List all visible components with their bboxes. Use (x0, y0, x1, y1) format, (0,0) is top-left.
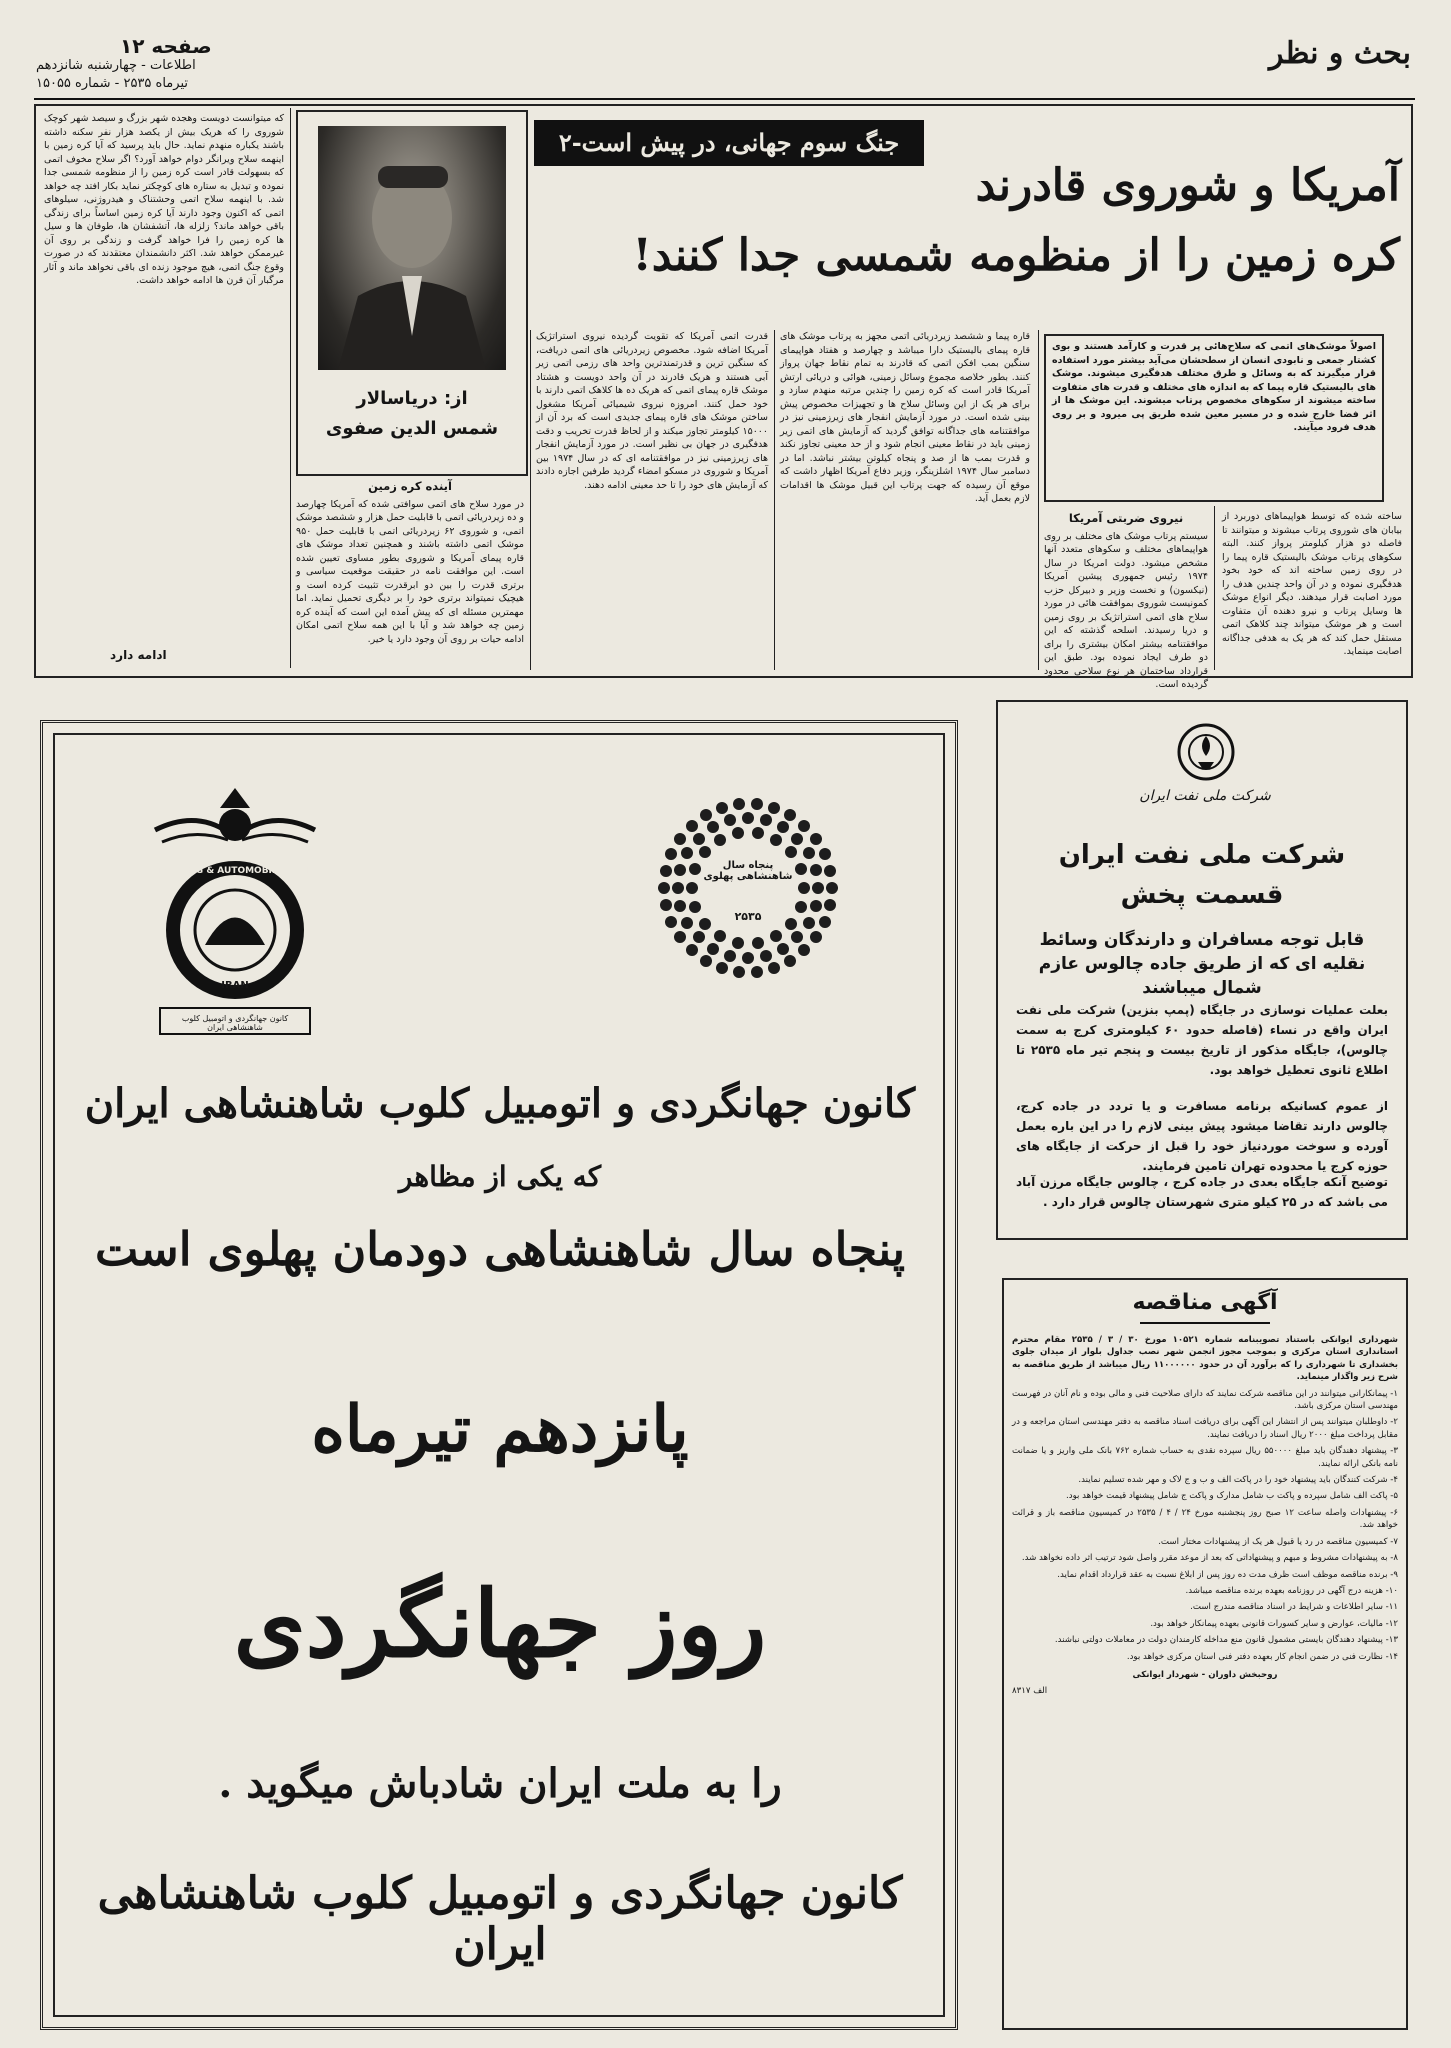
author-box (296, 110, 528, 476)
medallion-year: ۲۵۳۵ (734, 910, 762, 923)
medallion-dot (777, 821, 789, 833)
author-photo (318, 126, 506, 370)
medallion-dot (742, 952, 754, 964)
continued-note: ادامه دارد (110, 648, 167, 662)
medallion-dot (742, 812, 754, 824)
tender-item: ۷- کمیسیون مناقصه در رد یا قبول هر یک از پیشنهادات مختار است. (1158, 1536, 1398, 1547)
medallion-dot (810, 931, 822, 943)
medallion-dot (810, 900, 822, 912)
medallion-dot (686, 882, 698, 894)
medallion-dot (693, 833, 705, 845)
medallion-dot (798, 820, 810, 832)
nioc-subtitle: قابل توجه مسافران و دارندگان وسائط نقلیه ای که از طریق جاده چالوس عازم شمال میباشند (1038, 930, 1366, 998)
column-3-heading: آینده کره زمین (368, 479, 452, 493)
tender-item: ۱۰- هزینه درج آگهی در روزنامه بعهده برنده مناقصه میباشد. (1185, 1585, 1398, 1596)
medallion-dot (716, 802, 728, 814)
medallion-dot (751, 798, 763, 810)
touring-line5: روز جهانگردی (233, 1570, 767, 1678)
column-4-heading: نیروی ضربتی آمریکا (1068, 511, 1184, 525)
medallion-dot (686, 944, 698, 956)
tender-item: ۴- شرکت کنندگان باید پیشنهاد خود را در پاکت الف و ب و ج لاک و مهر شده تسلیم نمایند. (1078, 1475, 1398, 1486)
medallion-dot (803, 847, 815, 859)
touring-line2: که یکی از مظاهر (398, 1160, 602, 1193)
medallion-dot (798, 944, 810, 956)
medallion-dot (751, 966, 763, 978)
touring-line3: پنجاه سال شاهنشاهی دودمان پهلوی است (94, 1222, 905, 1276)
medallion-dot (824, 899, 836, 911)
article-column-4 (1044, 510, 1208, 690)
medallion-dot (810, 833, 822, 845)
medallion-text: پنجاه سال شاهنشاهی پهلوی (703, 860, 793, 882)
nioc-para3: توضیح آنکه جایگاه بعدی در جاده کرج ، چالوس جایگاه مرزن آباد می باشد که در ۲۵ کیلو متری شهرستان چالوس قرار دارد . (1016, 1175, 1388, 1209)
tender-title: آگهی مناقصه (1132, 1290, 1278, 1315)
nioc-company: شرکت ملی نفت ایران (1058, 840, 1346, 870)
medallion-dot (660, 865, 672, 877)
medallion-dot (819, 848, 831, 860)
medallion-dot (724, 814, 736, 826)
medallion-dot (733, 798, 745, 810)
nioc-para1: بعلت عملیات نوسازی در جایگاه (پمپ بنزین) شرکت ملی نفت ایران واقع در نساء (فاصله حدود ۶۰ کیلومتری کرج به سمت چالوس)، جایگاه مذکور از تاریخ بیست و پنجم تیر ماه ۲۵۳۵ تا اطلاع ثانوی تعطیل خواهد بود. (1016, 1003, 1388, 1077)
medallion-dot (733, 966, 745, 978)
emblem-bottom-text: IRAN (221, 980, 249, 991)
emblem-top-text: TOURING & AUTOMOBILE CLUB (156, 866, 314, 876)
column-3-text: در مورد سلاح های اتمی سوافتی شده که آمریکا چهارصد و ده زیردریائی اتمی با قابلیت حمل هزار و ششصد موشک اتمی، و شوروی ۶۲ زیردریائی اتمی با قابلیت حمل ۹۵۰ موشک اتمی داشته باشند و همچنین تعداد موشک های قاره پیمای آمریکا و شوروی بطور مساوی تعیین شده است. این موافقت نامه در حقیقت موقعیت سیاسی و برتری قدرت را بین دو ابرقدرت تثبیت کرده است و هیچیک نمیتواند برتری خود را بر دیگری تحمیل نماید. اما مهمترین مسئله ای که پیش آمده این است که آینده کره زمین چه خواهد شد و آیا با این همه سلاح اتمی امکان ادامه حیات بر روی آن وجود دارد یا خیر. (296, 498, 524, 645)
tender-intro: شهرداری ایوانکی باستناد تصویبنامه شماره ۱۰۵۲۱ مورخ ۳۰ / ۳ / ۲۵۳۵ مقام محترم استانداری استان مرکزی و بموجب مجوز انجمن شهر نصب جداول بلوار از میدان جلوی بخشداری تا شهرداری را که برآورد آن در حدود ۱۱۰۰۰۰۰۰ ریال میباشد از طریق مناقصه به شرح زیر واگذار مینماید. (1012, 1335, 1399, 1383)
medallion-dot (768, 962, 780, 974)
medallion-dot (732, 937, 744, 949)
medallion-dot (819, 916, 831, 928)
tender-item: ۱۲- مالیات، عوارض و سایر کسورات قانونی بعهده پیمانکار خواهد بود. (1150, 1618, 1398, 1629)
column-rule (530, 330, 531, 670)
medallion-dot (752, 827, 764, 839)
tender-item: ۶- پیشنهادات واصله ساعت ۱۲ صبح روز پنجشنبه مورخ ۲۴ / ۴ / ۲۵۳۵ در کمیسیون مناقصه باز و قرائت خواهد شد. (1012, 1507, 1399, 1531)
medallion-dot (812, 882, 824, 894)
medallion-dot (798, 882, 810, 894)
page-number: صفحه ۱۲ (120, 34, 212, 58)
medallion-dot (700, 955, 712, 967)
column-rule (774, 330, 775, 670)
masthead-line1: اطلاعات - چهارشنبه شانزدهم (36, 58, 196, 73)
medallion-dot (777, 943, 789, 955)
medallion-dot (768, 802, 780, 814)
column-rule (1038, 330, 1039, 670)
column-rule (290, 108, 291, 668)
medallion-dot (707, 821, 719, 833)
jubilee-medallion (658, 798, 838, 978)
touring-emblem (150, 770, 320, 1040)
tender-item: ۱۴- نظارت فنی در ضمن انجام کار بعهده دفتر فنی استان مرکزی خواهد بود. (1126, 1651, 1398, 1662)
medallion-dot (784, 955, 796, 967)
nioc-logo-caption: شرکت ملی نفت ایران (1139, 788, 1271, 804)
medallion-dot (686, 820, 698, 832)
winged-crown-emblem-icon (150, 770, 320, 1040)
column-rule (1214, 506, 1215, 670)
tender-body (1012, 1334, 1398, 2014)
medallion-dot (707, 943, 719, 955)
article-column-5 (1222, 510, 1402, 668)
series-tag: جنگ سوم جهانی، در پیش است-۲ (534, 120, 924, 166)
boxed-intro (1044, 334, 1384, 502)
medallion-dot (714, 834, 726, 846)
medallion-dot (674, 931, 686, 943)
section-title: بحث و نظر (1268, 36, 1411, 71)
article-column-6 (44, 112, 284, 632)
medallion-dot (672, 882, 684, 894)
masthead-line2: تیرماه ۲۵۳۵ - شماره ۱۵۰۵۵ (36, 76, 188, 91)
touring-line4: پانزدهم تیرماه (311, 1392, 689, 1467)
tender-item: ۹- برنده مناقصه موظف است ظرف مدت ده روز پس از ابلاغ نسبت به عقد قرارداد اقدام نماید. (1057, 1569, 1398, 1580)
boxed-intro-text: اصولاً موشک‌های اتمی که سلاح‌هائی پر قدرت و کارآمد هستند و بوی کشتار جمعی و نابودی انسان از سطحشان می‌آید بیشتر مورد استفاده قرار میگیرند که به وسائل و طرق مختلف هدفگیری میشوند. موشک های بالیستیک قاره پیما که به اندازه های مختلف و قدرت های متفاوت ساخته میشوند از سکوهای مخصوص پرتاب میشوند. این موشک ها از اثر فضا خارج شده و در مسیر معین شده طریق پی میرود و بر روی هدف فرود میآیند. (1052, 341, 1376, 433)
tender-signature: روحبخش داوران - شهردار ایوانکی (1132, 1669, 1278, 1680)
medallion-dot (784, 809, 796, 821)
medallion-dot (803, 917, 815, 929)
touring-line1: کانون جهانگردی و اتومبیل کلوب شاهنشاهی ایران (84, 1080, 916, 1127)
medallion-dot (770, 834, 782, 846)
column-2-text: قاره پیما و ششصد زیردریائی اتمی مجهز به پرتاب موشک های قاره پیمای بالیستیک دارا میباشد و چهارصد و هفتاد هواپیمای سنگین بمب افکن اتمی که قادرند به تمام نقاط جهان پرواز کنند. بطور خلاصه مجموع وسائل زمینی، هوائی و دریائی ارتش آمریکا قادر است که کره زمین را چندین مرتبه منهدم سازد و برای هر یک از این وسائل سلاح ها و تجهیزات مخصوص پیش بینی شده است. در مورد آزمایش انفجار های زیرزمینی نیز در موافقتنامه های جداگانه توافق گردید که آزمایش های اتمی زیر زمینی باید در نقاط معینی انجام شود و از حد معینی تجاوز نکند و قدرت بمب ها از صد و پنجاه کیلوتن بیشتر نباشد. اما در دسامبر سال ۱۹۷۴ اشلزینگر، وزیر دفاع آمریکا اظهار داشت که موقع آن رسیده که جهت پرتاب این قبیل موشک ها اقدامات لازم بعمل آید. (780, 331, 1030, 504)
medallion-dot (665, 848, 677, 860)
tender-item: ۵- پاکت الف شامل سپرده و پاکت ب شامل مدارک و پاکت ج شامل پیشنهاد قیمت خواهد بود. (1066, 1491, 1398, 1502)
medallion-dot (716, 962, 728, 974)
tender-item: ۳- پیشنهاد دهندگان باید مبلغ ۵۵۰۰۰۰ ریال سپرده نقدی به حساب شماره ۷۶۲ بانک ملی واریز و یا ضمانت نامه بانکی ارائه نمایند. (1012, 1446, 1398, 1469)
medallion-dot (760, 814, 772, 826)
tender-item: ۲- داوطلبان میتوانند پس از انتشار این آگهی برای دریافت اسناد مناقصه به دفتر مهندسی استان مراجعه و در مقابل پرداخت مبلغ ۲۰۰۰ ریال اسناد را دریافت نمایند. (1012, 1417, 1398, 1440)
medallion-dot (681, 847, 693, 859)
column-1-text: قدرت اتمی آمریکا که تقویت گردیده نیروی استراتژیک آمریکا اضافه شود. مخصوص زیردریائی های اتمی دریافت، که سنگین ترین و قدرتمندترین واحد های رزمی اتمی زیر آبی هستند و هریک قادرند در آن واحد دویست و هشتاد موشک قاره پیمای اتمی که هریک ده ها کلاهک اتمی دارند با خود حمل کنند. امروزه نیروی شیمیائی آمریکا مشغول ساختن موشک های قاره پیمای جدیدی است که برد آن از ۱۵۰۰۰ کیلومتر تجاوز میکند و از لحاظ قدرت تخریب و دقت هدفگیری در جهان بی نظیر است. در مورد آزمایش انفجار های زیرزمینی نیز در موافقتنامه ای که در سال ۱۹۷۴ بین آمریکا و شوروی در مسکو امضاء گردید طرفین اجازه دادند که آزمایش های خود را تا حد معینی ادامه دهند. (536, 331, 769, 491)
column-6-text: که میتوانست دویست وهجده شهر بزرگ و سیصد شهر کوچک شوروی را که هریک بیش از یکصد هزار نفر سکنه داشته باشند یکباره منهدم نماید. حال باید پرسید که آیا کره زمین با اینهمه سلاح ویرانگر دوام خواهد آورد؟ اگر سلاح مخوف اتمی که بسهولت قادر است کره زمین را از منظومه شمسی جدا نموده و تبدیل به ستاره های کوچکتر نماید بکار افتد چه خواهد شد. با اینهمه سلاح اتمی وحشتناک و هیدروژنی، سیلوهای اتمی که اکنون وجود دارند آیا کره زمین اساساً برای زندگی باقی خواهد ماند؟ زلزله ها، آتشفشان ها، طوفان ها و سیل ها کره زمین را فرا خواهد گرفت و زندگی بر روی آن غیرممکن خواهد شد. اکثر دانشمندان معتقدند که در صورت وقوع جنگ اتمی، هیچ موجود زنده ای باقی نخواهد ماند و آثار مرگبار آن قرن ها ادامه خواهد داشت. (44, 113, 284, 286)
medallion-dot (714, 930, 726, 942)
headline-line2: کره زمین را از منظومه شمسی جدا کنند! (632, 230, 1400, 281)
flame-logo-icon (1176, 722, 1236, 782)
medallion-dot (674, 900, 686, 912)
article-column-2 (780, 330, 1030, 668)
portrait-silhouette-icon (318, 126, 506, 370)
tender-item: ۸- به پیشنهادات مشروط و مبهم و پیشنهاداتی که بعد از موعد مقرر واصل شود ترتیب اثر داده نخواهد شد. (1021, 1553, 1398, 1564)
medallion-dot (674, 833, 686, 845)
touring-line6: را به ملت ایران شادباش میگوید . (218, 1760, 782, 1807)
author-name: شمس الدین صفوی (325, 418, 499, 439)
medallion-dot (693, 931, 705, 943)
medallion-dot (810, 864, 822, 876)
headline-line1: آمریکا و شوروی قادرند (975, 160, 1400, 211)
medallion-dot (658, 882, 670, 894)
nioc-logo (1176, 722, 1236, 782)
medallion-dot (724, 950, 736, 962)
medallion-dot (665, 916, 677, 928)
medallion-dot (826, 882, 838, 894)
tender-code: الف ۸۳۱۷ (1012, 1686, 1048, 1697)
header-rule (34, 98, 1415, 100)
medallion-dot (791, 931, 803, 943)
column-4-text: سیستم پرتاب موشک های مختلف بر روی هواپیماهای مختلف و سکوهای متعدد آنها مشخص میشود. دولت امریکا در سال ۱۹۷۴ رئیس جمهوری پیشین آمریکا (نیکسون) و نخست وزیر و دبیرکل حزب کمونیست شوروی بموافقت هائی در مورد سلاح های اتمی استراتژیک بر روی زمین و دریا رسیدند. اسلحه گذشته که این موافقتنامه بیشتر امکان بیشتری را برای دو طرف ایجاد نموده بود. طبق این قرارداد ساختمان هر نوع سلاحی محدود گردیده است. (1044, 530, 1208, 690)
medallion-dot (681, 917, 693, 929)
emblem-caption: کانون جهانگردی و اتومبیل کلوب شاهنشاهی ایران (181, 1014, 289, 1032)
medallion-dot (660, 899, 672, 911)
medallion-dot (770, 930, 782, 942)
author-label: از: دریاسالار (356, 388, 468, 409)
medallion-dot (674, 864, 686, 876)
article-column-1 (536, 330, 768, 668)
tender-item: ۱۳- پیشنهاد دهندگان بایستی مشمول قانون منع مداخله کارمندان دولت در معاملات دولتی نباشند. (1054, 1635, 1398, 1646)
medallion-dot (791, 833, 803, 845)
column-5-text: ساخته شده که توسط هواپیماهای دوربرد از بیابان های شوروی پرتاب میشوند و میتوانند تا فاصله دو هزار کیلومتر پرواز کنند. البته سکوهای پرتاب موشک بالیستیک قاره پیما را در روی زمین ساخته اند که خود بخود هدفگیری نموده و در آن واحد چندین هدف را مورد اصابت قرار میدهند. دیگر انواع موشک ها وسایل پرتاب و نیرو دهنده آن متفاوت است و هر موشک میتواند چند کلاهک اتمی مستقل حمل کند که هر یک به هدفی جداگانه اصابت مینماید. (1222, 511, 1402, 657)
nioc-para2: از عموم کسانیکه برنامه مسافرت و یا تردد در جاده کرج، چالوس دارند تقاضا میشود پیش بینی لازم را در این باره بعمل آورده و سوخت موردنیاز خود را قبل از حرکت از جایگاه های حوزه کرج یا محدوده تهران تامین فرمایند. (1016, 1099, 1388, 1173)
medallion-dot (752, 937, 764, 949)
tender-item: ۱۱- سایر اطلاعات و شرایط در اسناد مناقصه مندرج است. (1190, 1602, 1398, 1613)
medallion-dot (824, 865, 836, 877)
tender-item: ۱- پیمانکارانی میتوانند در این مناقصه شرکت نمایند که دارای صلاحیت فنی و مالی بوده و نام آنان در فهرست مهندسی استان مرکزی باشد. (1012, 1388, 1398, 1412)
tender-title-rule (1140, 1322, 1270, 1324)
nioc-division: قسمت پخش (1120, 880, 1284, 910)
medallion-dot (785, 846, 797, 858)
medallion-dot (732, 827, 744, 839)
tender-items-list (1012, 1388, 1398, 1663)
medallion-dot (700, 809, 712, 821)
medallion-dot (760, 950, 772, 962)
article-column-3 (296, 478, 524, 668)
touring-line7: کانون جهانگردی و اتومبیل کلوب شاهنشاهی ایران (97, 1868, 903, 1970)
medallion-dot (699, 846, 711, 858)
